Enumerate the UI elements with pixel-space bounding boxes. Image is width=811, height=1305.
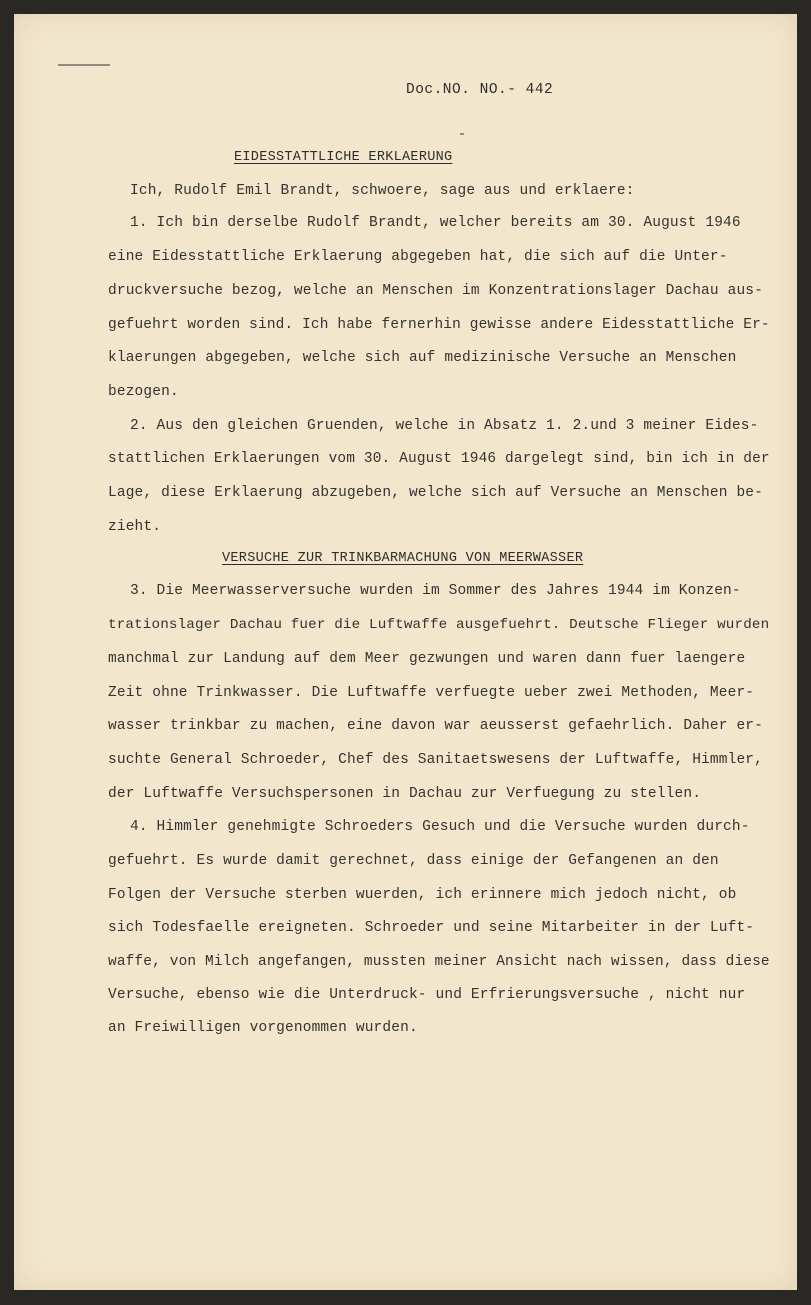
paragraph-2-line: stattlichen Erklaerungen vom 30. August 1946 dargelegt sind, bin ich in der bbox=[108, 451, 770, 467]
paragraph-4-line: sich Todesfaelle ereigneten. Schroeder und seine Mitarbeiter in der Luft- bbox=[108, 920, 755, 936]
pen-mark bbox=[58, 64, 110, 66]
paragraph-3-line: suchte General Schroeder, Chef des Sanitaetswesens der Luftwaffe, Himmler, bbox=[108, 752, 764, 768]
heading-eidesstattliche-erklaerung: EIDESSTATTLICHE ERKLAERUNG bbox=[234, 150, 453, 165]
paragraph-4-line: 4. Himmler genehmigte Schroeders Gesuch und die Versuche wurden durch- bbox=[130, 819, 750, 835]
intro-line: Ich, Rudolf Emil Brandt, schwoere, sage aus und erklaere: bbox=[130, 183, 635, 199]
paragraph-4-line: waffe, von Milch angefangen, mussten meiner Ansicht nach wissen, dass diese bbox=[108, 954, 770, 970]
paragraph-3-line: 3. Die Meerwasserversuche wurden im Sommer des Jahres 1944 im Konzen- bbox=[130, 583, 741, 599]
paragraph-2-line: Lage, diese Erklaerung abzugeben, welche sich auf Versuche an Menschen be- bbox=[108, 485, 764, 501]
paragraph-3-line: der Luftwaffe Versuchspersonen in Dachau zur Verfuegung zu stellen. bbox=[108, 786, 702, 802]
paragraph-3-line: wasser trinkbar zu machen, eine davon war aeusserst gefaehrlich. Daher er- bbox=[108, 718, 764, 734]
paragraph-1-line: gefuehrt worden sind. Ich habe fernerhin gewisse andere Eidesstattliche Er- bbox=[108, 317, 770, 333]
paragraph-2-line: zieht. bbox=[108, 519, 162, 535]
paragraph-1-line: bezogen. bbox=[108, 384, 179, 400]
paragraph-4-line: gefuehrt. Es wurde damit gerechnet, dass einige der Gefangenen an den bbox=[108, 853, 719, 869]
ink-speck bbox=[460, 133, 464, 135]
heading-versuche-meerwasser: VERSUCHE ZUR TRINKBARMACHUNG VON MEERWASSER bbox=[222, 551, 584, 566]
paragraph-1-line: 1. Ich bin derselbe Rudolf Brandt, welcher bereits am 30. August 1946 bbox=[130, 215, 741, 231]
paragraph-3-line: trationslager Dachau fuer die Luftwaffe ausgefuehrt. Deutsche Flieger wurden bbox=[108, 617, 770, 633]
paragraph-4-line: an Freiwilligen vorgenommen wurden. bbox=[108, 1020, 418, 1036]
paragraph-1-line: eine Eidesstattliche Erklaerung abgegeben hat, die sich auf die Unter- bbox=[108, 249, 728, 265]
paragraph-3-line: manchmal zur Landung auf dem Meer gezwungen und waren dann fuer laengere bbox=[108, 651, 746, 667]
paragraph-4-line: Versuche, ebenso wie die Unterdruck- und Erfrierungsversuche , nicht nur bbox=[108, 987, 746, 1003]
paragraph-1-line: druckversuche bezog, welche an Menschen im Konzentrationslager Dachau aus- bbox=[108, 283, 764, 299]
document-number: Doc.NO. NO.- 442 bbox=[406, 82, 554, 98]
paragraph-2-line: 2. Aus den gleichen Gruenden, welche in Absatz 1. 2.und 3 meiner Eides- bbox=[130, 418, 759, 434]
paragraph-1-line: klaerungen abgegeben, welche sich auf medizinische Versuche an Menschen bbox=[108, 350, 737, 366]
paragraph-4-line: Folgen der Versuche sterben wuerden, ich erinnere mich jedoch nicht, ob bbox=[108, 887, 737, 903]
paragraph-3-line: Zeit ohne Trinkwasser. Die Luftwaffe verfuegte ueber zwei Methoden, Meer- bbox=[108, 685, 755, 701]
